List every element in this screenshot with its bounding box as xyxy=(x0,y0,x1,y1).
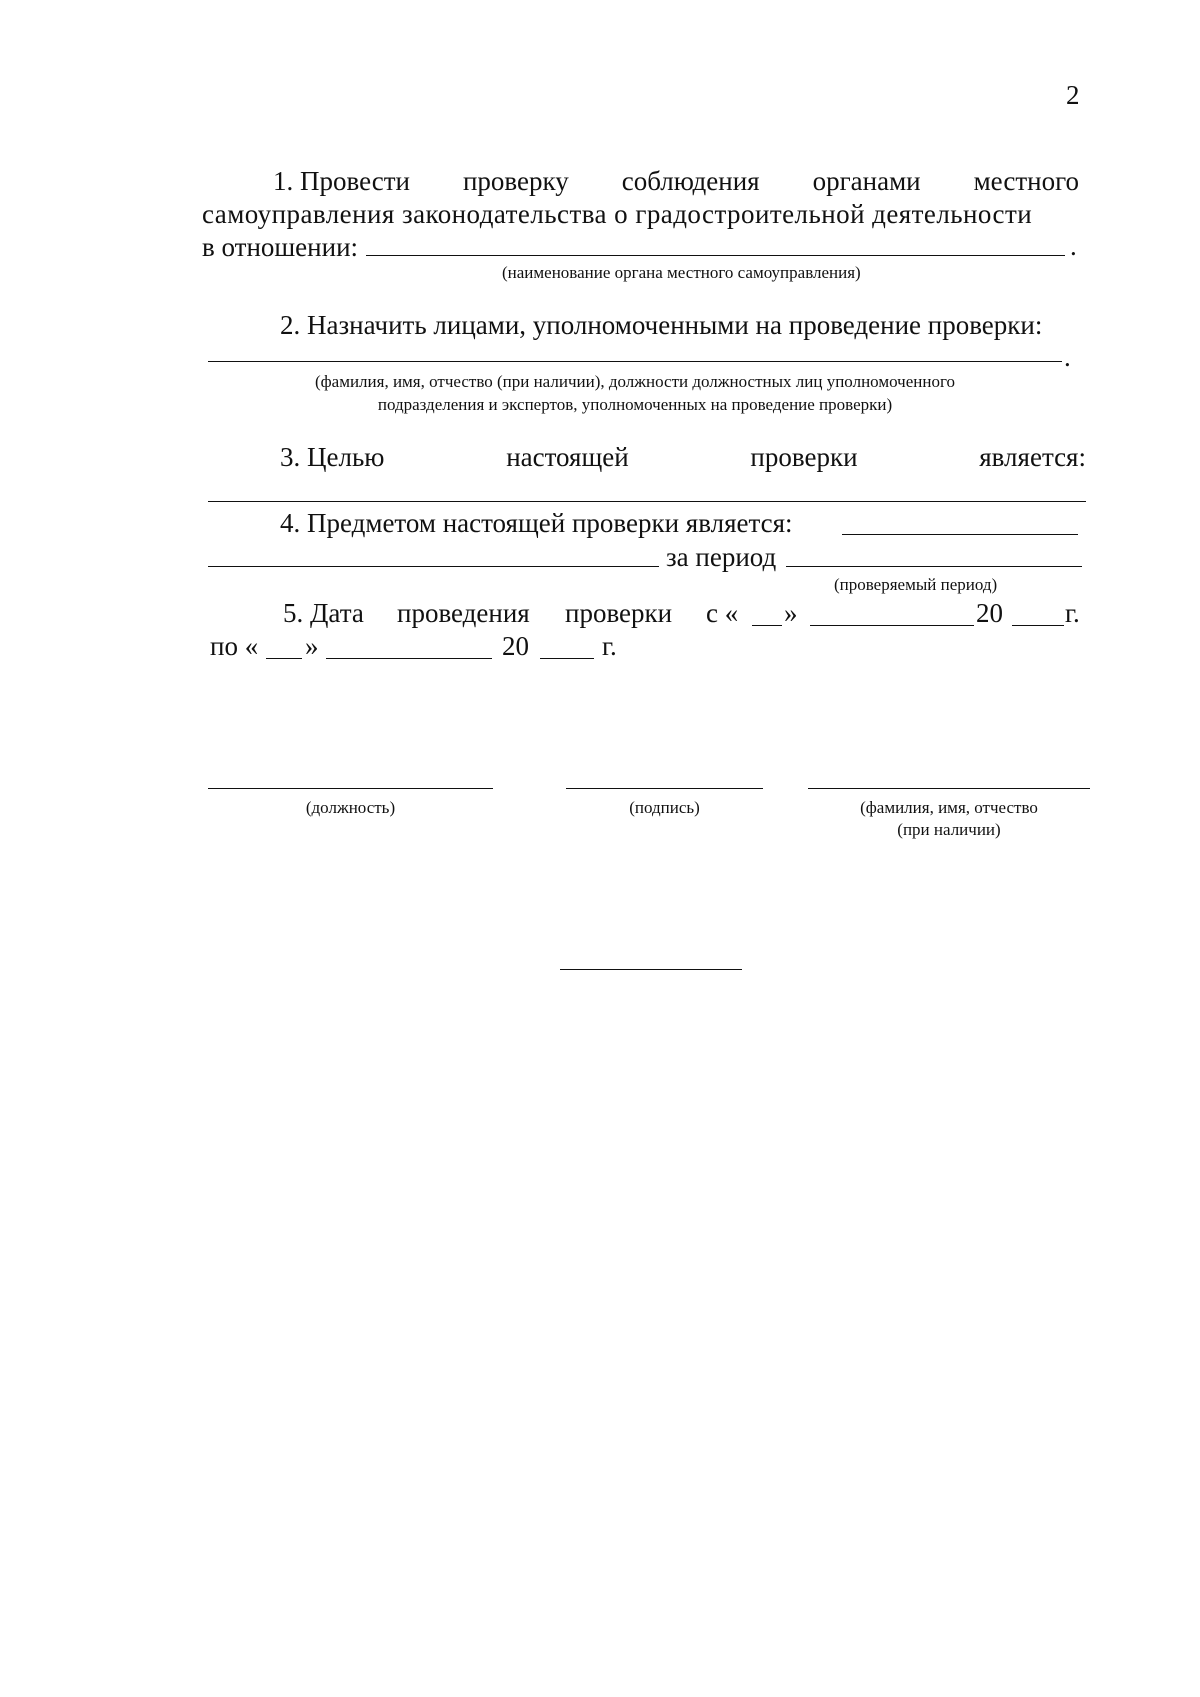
item2-end-dot: . xyxy=(1064,342,1071,372)
item5-line2-year-prefix: 20 xyxy=(502,631,529,661)
item5-word: проведения xyxy=(397,598,530,628)
item4-blank-subject xyxy=(842,534,1078,535)
item1-line1 xyxy=(273,164,1079,198)
item5-blank-start-day xyxy=(752,625,782,626)
item3-word: является: xyxy=(979,442,1086,472)
item3-word: проверки xyxy=(750,442,858,472)
signature-name-caption-line2: (при наличии) xyxy=(897,820,1001,839)
signature-name-caption-line1: (фамилия, имя, отчество xyxy=(860,798,1038,817)
item1-word: местного xyxy=(973,166,1079,196)
item2-blank xyxy=(208,361,1062,362)
item5-line2-prefix: по « xyxy=(210,631,259,661)
item4-line1: 4. Предметом настоящей проверки является: xyxy=(280,508,793,538)
item5-line2-year-suffix: г. xyxy=(602,631,617,661)
item1-word: проверку xyxy=(462,166,569,196)
signature-name-line xyxy=(808,788,1090,789)
item4-blank-period xyxy=(786,566,1082,567)
item5-word: 5. Дата xyxy=(283,598,364,628)
item5-year-suffix: г. xyxy=(1065,598,1080,628)
item4-blank-subject-cont xyxy=(208,566,659,567)
item5-blank-end-day xyxy=(266,658,302,659)
item5-year-prefix: 20 xyxy=(976,598,1003,628)
item1-caption: (наименование органа местного самоуправления) xyxy=(502,263,861,282)
item5-blank-start-month xyxy=(810,625,974,626)
item3-word: 3. Целью xyxy=(280,442,385,472)
item5-blank-start-year xyxy=(1012,625,1064,626)
item2-caption-line2: подразделения и экспертов, уполномоченных на проведение проверки) xyxy=(377,395,893,414)
item3-word: настоящей xyxy=(506,442,629,472)
item5-word: проверки xyxy=(565,598,673,628)
item3-line1 xyxy=(280,440,1086,474)
item1-word: соблюдения xyxy=(621,166,760,196)
signature-position-line xyxy=(208,788,493,789)
item1-line2: самоуправления законодательства о градостроительной деятельности xyxy=(202,199,1033,229)
item1-blank xyxy=(366,255,1065,256)
signature-sign-line xyxy=(566,788,763,789)
item5-blank-end-year xyxy=(540,658,594,659)
item1-end-dot: . xyxy=(1070,231,1077,261)
item1-word: органами xyxy=(812,166,921,196)
item2-line1: 2. Назначить лицами, уполномоченными на проведение проверки: xyxy=(280,310,1043,340)
item5-close-quote: » xyxy=(784,598,798,628)
item5-blank-end-month xyxy=(326,658,492,659)
item5-line2-close-quote: » xyxy=(305,631,319,661)
page-number: 2 xyxy=(1066,80,1080,110)
item3-blank xyxy=(208,501,1086,502)
end-separator-line xyxy=(560,969,742,970)
signature-sign-caption: (подпись) xyxy=(629,798,700,817)
item4-period-label: за период xyxy=(666,542,777,572)
item1-word: 1. Провести xyxy=(273,166,410,196)
item2-caption-line1: (фамилия, имя, отчество (при наличии), должности должностных лиц уполномоченного xyxy=(314,372,956,391)
item5-word: с « xyxy=(706,598,739,628)
item4-caption: (проверяемый период) xyxy=(834,575,998,594)
signature-position-caption: (должность) xyxy=(305,798,396,817)
item1-line3: в отношении: xyxy=(202,232,359,262)
